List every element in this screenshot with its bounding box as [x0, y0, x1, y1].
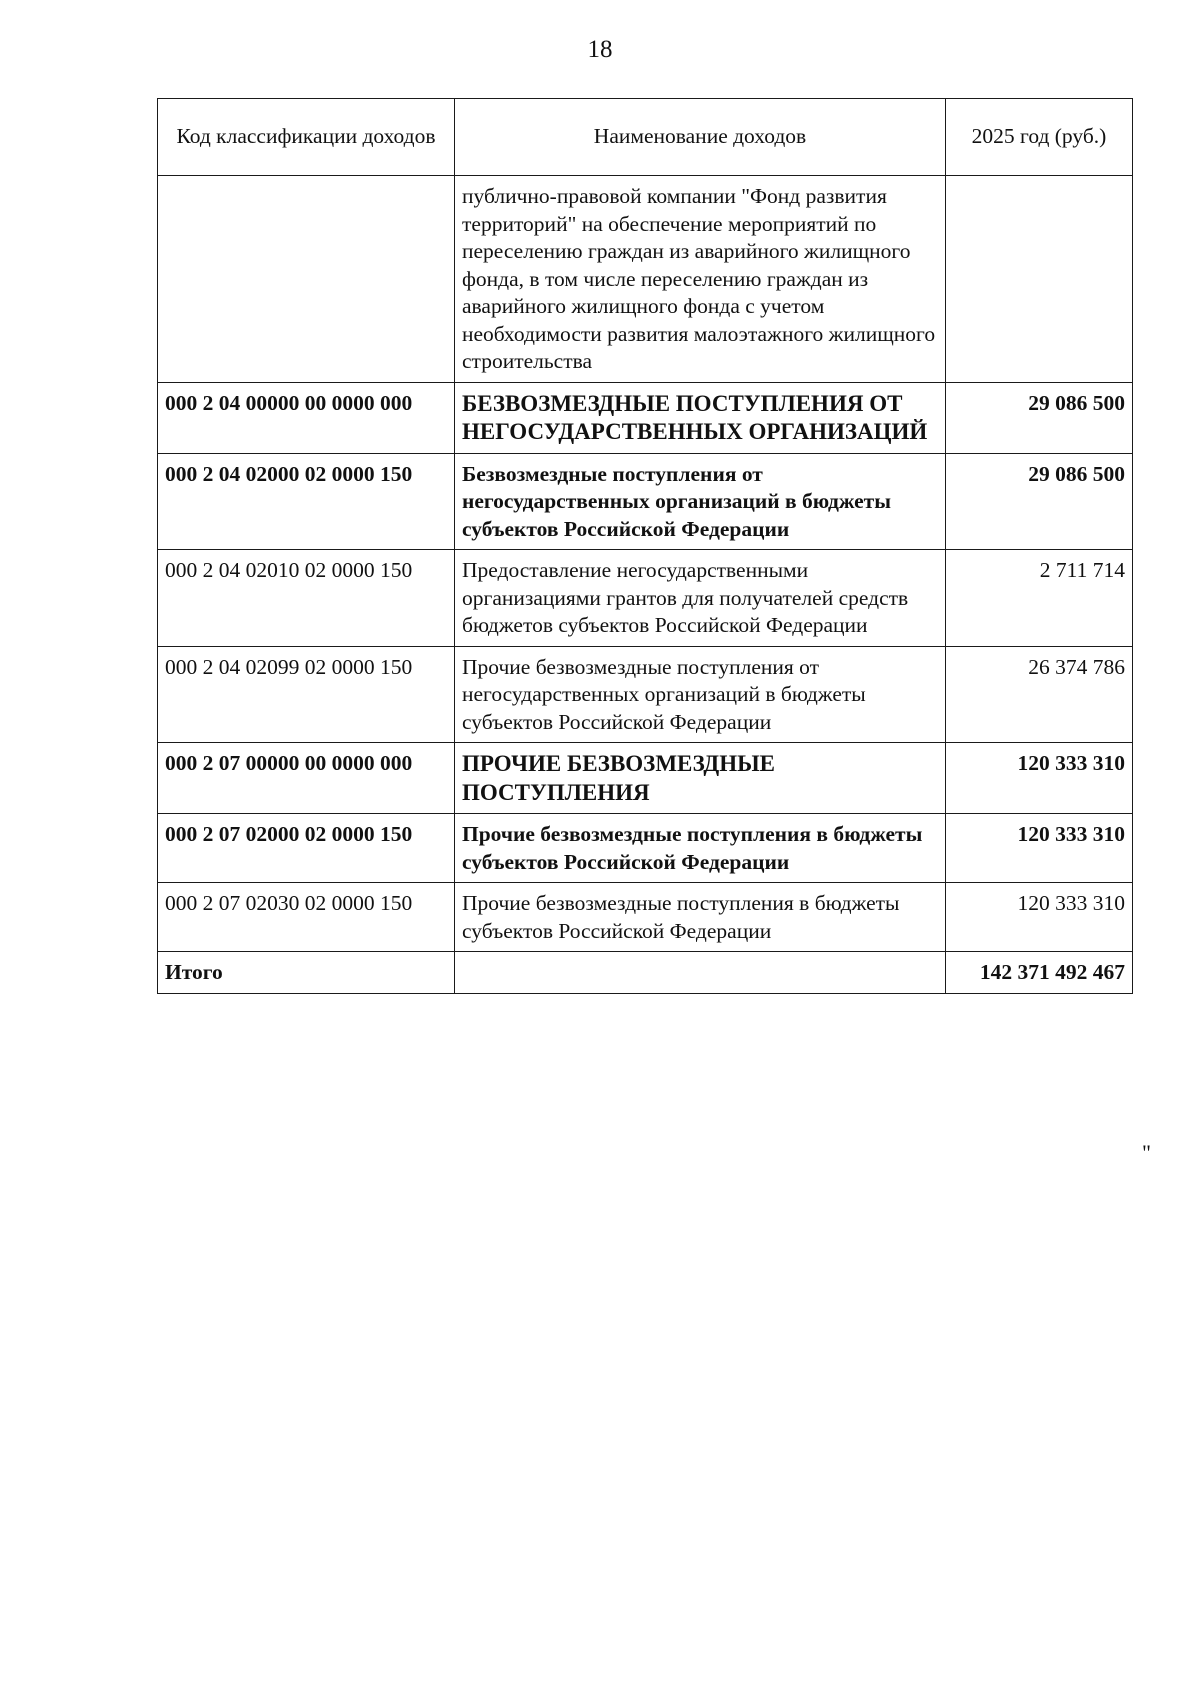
- row-name: публично-правовой компании "Фонд развития территорий" на обеспечение мероприятий по переселению граждан из аварийного жилищного фонда, в том числе переселению граждан из аварийного жилищного фонда с учетом необходимости развития малоэтажного жилищного строительства: [455, 176, 946, 383]
- row-code: [158, 176, 455, 383]
- revenue-table: [157, 98, 1133, 994]
- row-sum: 120 333 310: [946, 814, 1133, 883]
- total-label: Итого: [158, 952, 455, 994]
- table-header-row: [158, 99, 1133, 176]
- row-code: 000 2 07 00000 00 0000 000: [158, 743, 455, 814]
- row-code: 000 2 04 00000 00 0000 000: [158, 382, 455, 453]
- closing-quote: ": [1142, 1140, 1151, 1165]
- table-row: [158, 646, 1133, 743]
- row-sum: 2 711 714: [946, 550, 1133, 647]
- row-name: БЕЗВОЗМЕЗДНЫЕ ПОСТУПЛЕНИЯ ОТ НЕГОСУДАРСТВЕННЫХ ОРГАНИЗАЦИЙ: [455, 382, 946, 453]
- table-row: [158, 814, 1133, 883]
- page-number: 18: [587, 36, 613, 63]
- header-name: Наименование доходов: [455, 99, 946, 176]
- row-sum: 120 333 310: [946, 883, 1133, 952]
- total-row: [158, 952, 1133, 994]
- row-name: Прочие безвозмездные поступления в бюджеты субъектов Российской Федерации: [455, 883, 946, 952]
- row-sum: [946, 176, 1133, 383]
- row-code: 000 2 04 02099 02 0000 150: [158, 646, 455, 743]
- row-sum: 26 374 786: [946, 646, 1133, 743]
- row-code: 000 2 07 02000 02 0000 150: [158, 814, 455, 883]
- row-sum: 29 086 500: [946, 453, 1133, 550]
- row-code: 000 2 04 02000 02 0000 150: [158, 453, 455, 550]
- total-sum: 142 371 492 467: [946, 952, 1133, 994]
- header-sum: 2025 год (руб.): [946, 99, 1133, 176]
- row-name: Прочие безвозмездные поступления от негосударственных организаций в бюджеты субъектов Российской Федерации: [455, 646, 946, 743]
- table-row: [158, 453, 1133, 550]
- total-name: [455, 952, 946, 994]
- table-row: [158, 550, 1133, 647]
- row-name: Прочие безвозмездные поступления в бюджеты субъектов Российской Федерации: [455, 814, 946, 883]
- row-sum: 120 333 310: [946, 743, 1133, 814]
- table-row: [158, 883, 1133, 952]
- table-row: [158, 176, 1133, 383]
- row-code: 000 2 07 02030 02 0000 150: [158, 883, 455, 952]
- table-row: [158, 743, 1133, 814]
- table-row: [158, 382, 1133, 453]
- header-code: Код классификации доходов: [158, 99, 455, 176]
- row-code: 000 2 04 02010 02 0000 150: [158, 550, 455, 647]
- row-name: Безвозмездные поступления от негосударственных организаций в бюджеты субъектов Российской Федерации: [455, 453, 946, 550]
- row-name: ПРОЧИЕ БЕЗВОЗМЕЗДНЫЕ ПОСТУПЛЕНИЯ: [455, 743, 946, 814]
- row-sum: 29 086 500: [946, 382, 1133, 453]
- row-name: Предоставление негосударственными организациями грантов для получателей средств бюджетов субъектов Российской Федерации: [455, 550, 946, 647]
